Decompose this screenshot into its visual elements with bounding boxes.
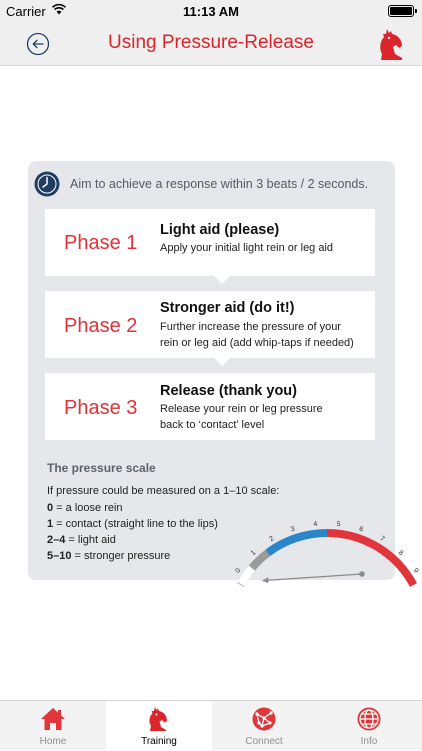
gauge-needle-tip: [262, 577, 268, 583]
gauge-tick-label: 1: [250, 549, 258, 557]
phase-1-description-line: Apply your initial light rein or leg aid: [160, 240, 369, 256]
phase-3-description-line: Release your rein or leg pressure: [160, 401, 369, 417]
phase-2-description-line: rein or leg aid (add whip-taps if needed): [160, 335, 369, 351]
scale-item-text: = stronger pressure: [71, 550, 170, 562]
phase-3-title: Release (thank you): [160, 383, 297, 399]
gauge-tick-label: 7: [379, 535, 386, 543]
horse-head-icon: [378, 27, 404, 61]
gauge-tick-label: 9: [411, 567, 419, 574]
phase-1-label: Phase 1: [64, 232, 137, 255]
battery-icon: [388, 5, 414, 17]
gauge-tick-label: 8: [397, 549, 405, 557]
status-time: 11:13 AM: [0, 4, 422, 19]
phase-1-title: Light aid (please): [160, 222, 279, 238]
phase-1-description: [160, 240, 369, 256]
phase-3-description: [160, 401, 369, 433]
navigation-bar: [0, 22, 422, 66]
clock-icon: [34, 171, 60, 197]
battery-fill: [390, 7, 412, 15]
scale-item-text: = light aid: [65, 534, 115, 546]
tab-connect[interactable]: [211, 701, 317, 751]
phase-1-box: [45, 209, 375, 276]
tab-info-label: Info: [316, 736, 422, 747]
phase-2-label: Phase 2: [64, 315, 137, 338]
gauge-tick-label: 5: [336, 521, 341, 528]
tab-bar: [0, 700, 422, 750]
phase-3-label: Phase 3: [64, 397, 137, 420]
gauge-needle-hub: [359, 571, 365, 577]
gauge-tick-label: 2: [268, 535, 275, 543]
phase-3-description-line: back to ‘contact’ level: [160, 417, 369, 433]
tab-home[interactable]: [0, 701, 106, 751]
gauge-tick-label: 6: [358, 526, 364, 534]
scale-item: [47, 550, 170, 562]
scale-item: [47, 534, 116, 546]
pressure-gauge: [223, 513, 388, 579]
phase-2-pointer: [213, 357, 231, 366]
scale-intro: If pressure could be measured on a 1–10 scale:: [47, 485, 279, 497]
scale-item-text: = contact (straight line to the lips): [53, 518, 218, 530]
scale-item-key: 1: [47, 518, 53, 530]
gauge-tick-label: 0: [235, 567, 243, 574]
scale-title: The pressure scale: [47, 461, 156, 475]
info-globe-icon: [356, 706, 382, 732]
phase-2-title: Stronger aid (do it!): [160, 300, 295, 316]
gauge-segment-loose: [241, 568, 252, 584]
tab-connect-label: Connect: [211, 736, 317, 747]
phase-3-box: [45, 373, 375, 440]
connect-globe-icon: [251, 706, 277, 732]
phase-2-description-line: Further increase the pressure of your: [160, 319, 369, 335]
horse-head-icon: [146, 706, 172, 732]
tab-training[interactable]: [106, 701, 212, 751]
scale-item-key: 0: [47, 502, 53, 514]
tab-home-label: Home: [0, 736, 106, 747]
aim-text: Aim to achieve a response within 3 beats / 2 seconds.: [70, 177, 368, 191]
gauge-segment-light: [268, 533, 327, 553]
gauge-segment-strong: [327, 533, 414, 585]
tab-info[interactable]: [316, 701, 422, 751]
aim-row: [34, 171, 391, 199]
scale-item-key: 5–10: [47, 550, 71, 562]
page-title: Using Pressure-Release: [0, 32, 422, 54]
pressure-release-card: [28, 161, 395, 580]
scale-item: [47, 502, 123, 514]
home-icon: [40, 706, 66, 732]
tab-training-label: Training: [106, 736, 212, 747]
gauge-needle: [262, 574, 362, 581]
status-bar: [0, 0, 422, 22]
phase-1-pointer: [213, 275, 231, 284]
carrier-label: Carrier: [6, 4, 46, 19]
scale-item-key: 2–4: [47, 534, 65, 546]
phase-2-box: [45, 291, 375, 358]
scale-item-text: = a loose rein: [53, 502, 122, 514]
scale-item: [47, 518, 218, 530]
gauge-tick-label: 3: [290, 526, 296, 534]
gauge-tick-label: 4: [313, 521, 318, 528]
phase-2-description: [160, 319, 369, 351]
